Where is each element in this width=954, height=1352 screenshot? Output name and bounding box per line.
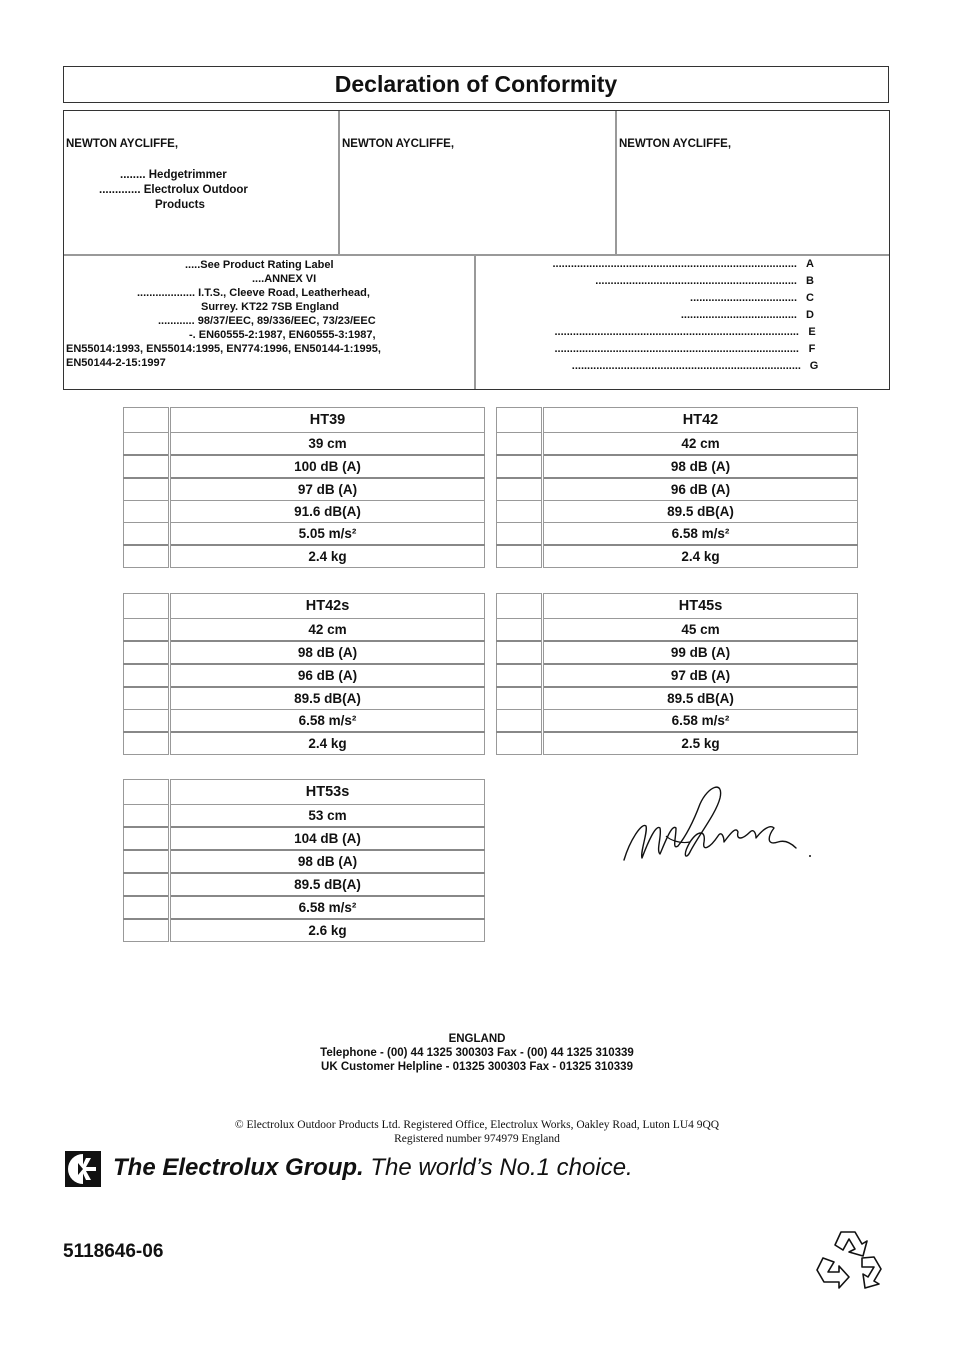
sound-pressure: 89.5 dB(A) (543, 687, 858, 710)
column-2 (340, 111, 617, 254)
standards-line: EN55014:1993, EN55014:1995, EN774:1996, EN50144-1:1995, (66, 343, 381, 355)
spec-table-ht42s (123, 593, 485, 755)
row-label (124, 919, 170, 942)
standards-right (476, 256, 889, 389)
row-label (124, 780, 170, 805)
sound-power-measured: 104 dB (A) (170, 827, 485, 850)
sound-power-guaranteed: 96 dB (A) (170, 664, 485, 687)
sound-power-measured: 98 dB (A) (543, 455, 858, 478)
legal-line: © Electrolux Outdoor Products Ltd. Registered Office, Electrolux Works, Oakley Road, Luton LU4 9QQ (234, 1119, 720, 1131)
sound-power-guaranteed: 97 dB (A) (543, 664, 858, 687)
row-label (124, 873, 170, 896)
column-3 (617, 111, 889, 254)
sound-power-measured: 98 dB (A) (170, 641, 485, 664)
row-label (497, 664, 543, 687)
weight: 2.4 kg (543, 545, 858, 568)
ref-letter: B (806, 275, 814, 287)
row-label (124, 827, 170, 850)
spec-table-ht45s (496, 593, 858, 755)
cutting-length: 42 cm (543, 433, 858, 456)
weight: 2.4 kg (170, 732, 485, 755)
row-label (497, 433, 543, 456)
row-label (497, 408, 543, 433)
ref-letter: C (806, 292, 814, 304)
row-label (497, 501, 543, 523)
spec-table-ht42 (496, 407, 858, 568)
row-label (497, 478, 543, 501)
contact-telephone: Telephone - (00) 44 1325 300303 Fax - (00) 44 1325 310339 (320, 1047, 634, 1059)
document-number: 5118646-06 (63, 1241, 164, 1262)
row-label (497, 545, 543, 568)
sound-power-guaranteed: 98 dB (A) (170, 850, 485, 873)
ref-letter: D (806, 309, 814, 321)
standards-ref-line (572, 358, 821, 375)
row-label (124, 664, 170, 687)
legal-line: Registered number 974979 England (394, 1133, 560, 1145)
vibration: 6.58 m/s² (170, 896, 485, 919)
row-label (497, 594, 543, 619)
row-label (497, 619, 543, 642)
row-label (124, 641, 170, 664)
sound-power-measured: 99 dB (A) (543, 641, 858, 664)
vibration: 5.05 m/s² (170, 523, 485, 546)
weight: 2.4 kg (170, 545, 485, 568)
product-description (64, 168, 248, 213)
place-label: NEWTON AYCLIFFE, (66, 138, 179, 150)
row-label (124, 896, 170, 919)
brand-slogan: The world’s No.1 choice. (363, 1154, 633, 1181)
row-label (124, 408, 170, 433)
model-name: HT42 (543, 408, 858, 433)
standards-ref-line (681, 307, 817, 324)
row-label (124, 523, 170, 546)
weight: 2.5 kg (543, 732, 858, 755)
dot-leader: ................................................................................ (554, 343, 799, 355)
place-label: NEWTON AYCLIFFE, (342, 138, 455, 150)
row-label (497, 687, 543, 710)
ref-letter: F (808, 343, 816, 355)
standards-line: ................... I.T.S., Cleeve Road, Leatherhead, (137, 287, 370, 299)
dot-leader: ...................................... (680, 309, 797, 321)
standards-line: ............ 98/37/EEC, 89/336/EEC, 73/23/EEC (158, 315, 376, 327)
standards-line: EN50144-2-15:1997 (66, 357, 166, 369)
model-name: HT42s (170, 594, 485, 619)
row-label (124, 545, 170, 568)
row-label (124, 455, 170, 478)
sound-power-measured: 100 dB (A) (170, 455, 485, 478)
row-label (497, 732, 543, 755)
legal-block (0, 1118, 954, 1146)
contact-country: ENGLAND (448, 1033, 506, 1045)
product-line: Products (155, 199, 205, 211)
sound-pressure: 89.5 dB(A) (543, 501, 858, 523)
row-label (124, 710, 170, 733)
row-label (497, 523, 543, 546)
row-label (497, 710, 543, 733)
sound-pressure: 89.5 dB(A) (170, 873, 485, 896)
contact-helpline: UK Customer Helpline - 01325 300303 Fax - 01325 310339 (321, 1061, 633, 1073)
standards-line: -. EN60555-2:1987, EN60555-3:1987, (189, 329, 376, 341)
vibration: 6.58 m/s² (543, 710, 858, 733)
row-label (497, 641, 543, 664)
row-label (497, 455, 543, 478)
page-title: Declaration of Conformity (63, 66, 889, 103)
recycle-icon (815, 1228, 887, 1296)
standards-ref-line (595, 273, 817, 290)
brand-name: The Electrolux Group. (113, 1154, 364, 1181)
place-label: NEWTON AYCLIFFE, (619, 138, 732, 150)
standards-line: .....See Product Rating Label (185, 259, 334, 271)
row-label (124, 501, 170, 523)
cutting-length: 53 cm (170, 805, 485, 828)
signature (620, 780, 820, 870)
row-label (124, 594, 170, 619)
sound-pressure: 91.6 dB(A) (170, 501, 485, 523)
standards-ref-line (553, 256, 818, 273)
row-label (124, 619, 170, 642)
dot-leader: ........................................................................... (571, 360, 801, 372)
dot-leader: ................................................................................ (554, 326, 799, 338)
row-label (124, 805, 170, 828)
ref-letter: A (806, 258, 814, 270)
product-line: ............. Electrolux Outdoor (99, 184, 248, 196)
brand-tagline (113, 1154, 633, 1182)
contact-block (0, 1032, 954, 1074)
row-label (124, 433, 170, 456)
ref-letter: G (809, 360, 819, 372)
cutting-length: 45 cm (543, 619, 858, 642)
dot-leader: ................................... (690, 292, 797, 304)
dot-leader: .................................................................. (595, 275, 797, 287)
electrolux-logo-icon (65, 1151, 101, 1187)
row-label (124, 850, 170, 873)
model-name: HT45s (543, 594, 858, 619)
column-1 (64, 111, 340, 254)
ref-letter: E (808, 326, 816, 338)
standards-ref-line (690, 290, 817, 307)
cutting-length: 39 cm (170, 433, 485, 456)
dot-leader: ................................................................................ (552, 258, 797, 270)
vibration: 6.58 m/s² (170, 710, 485, 733)
declaration-box (63, 110, 890, 390)
standards-ref-line (555, 324, 820, 341)
product-line: ........ Hedgetrimmer (120, 169, 227, 181)
spec-table-ht39 (123, 407, 485, 568)
sound-power-guaranteed: 97 dB (A) (170, 478, 485, 501)
weight: 2.6 kg (170, 919, 485, 942)
standards-left (64, 256, 476, 389)
row-label (124, 687, 170, 710)
row-label (124, 478, 170, 501)
model-name: HT53s (170, 780, 485, 805)
cutting-length: 42 cm (170, 619, 485, 642)
standards-line: ....ANNEX VI (252, 273, 317, 285)
spec-table-ht53s (123, 779, 485, 942)
sound-pressure: 89.5 dB(A) (170, 687, 485, 710)
row-label (124, 732, 170, 755)
model-name: HT39 (170, 408, 485, 433)
vibration: 6.58 m/s² (543, 523, 858, 546)
standards-line: Surrey. KT22 7SB England (201, 301, 339, 313)
sound-power-guaranteed: 96 dB (A) (543, 478, 858, 501)
standards-ref-line (555, 341, 820, 358)
